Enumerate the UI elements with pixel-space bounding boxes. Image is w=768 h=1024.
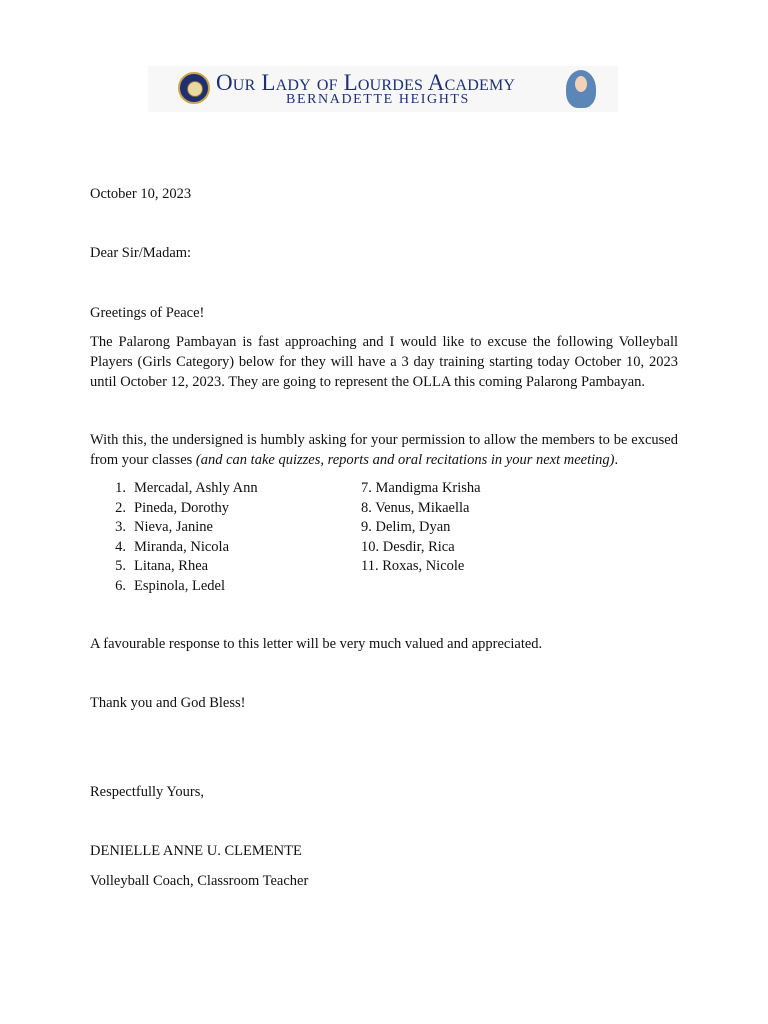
school-seal-icon (178, 72, 210, 104)
player-list-col2 (361, 479, 481, 577)
paragraph-intro: The Palarong Pambayan is fast approaching and I would like to excuse the following Volleyball Players (Girls Category) below for they will have a 3 day training starting today October 10, 2023 until October 12, 2023. They are going to represent the OLLA this coming Palarong Pambayan. (90, 334, 678, 390)
salutation: Dear Sir/Madam: (90, 245, 192, 261)
virgin-mary-icon (566, 70, 596, 108)
list-number: 3. (115, 519, 126, 535)
request-note: (and can take quizzes, reports and oral recitations in your next meeting) (195, 452, 615, 468)
list-item (102, 557, 258, 577)
list-item: 11. Roxas, Nicole (361, 558, 465, 574)
player-name: Miranda, Nicola (134, 538, 230, 555)
player-name: Nieva, Janine (134, 519, 213, 535)
player-name: Espinola, Ledel (134, 577, 226, 594)
list-number: 6. (115, 577, 126, 594)
list-item (102, 499, 258, 519)
player-name: Mercadal, Ashly Ann (134, 480, 258, 496)
player-name: Pineda, Dorothy (134, 499, 230, 516)
list-item (102, 538, 258, 558)
list-number: 4. (115, 538, 126, 555)
list-item (102, 577, 258, 597)
letterhead (148, 66, 618, 112)
paragraph-request (90, 430, 678, 470)
signatory-title: Volleyball Coach, Classroom Teacher (90, 873, 309, 889)
player-list-col1 (102, 479, 258, 596)
school-name: Our Lady of Lourdes Academy (216, 70, 516, 95)
request-text: With this, the undersigned is humbly asking for your permission to allow the members to be excused from your classes (90, 432, 678, 468)
greeting: Greetings of Peace! (90, 305, 205, 321)
paragraph-closing: A favourable response to this letter will be very much valued and appreciated. (90, 636, 543, 652)
signatory-name: DENIELLE ANNE U. CLEMENTE (90, 843, 302, 859)
thanks-line: Thank you and God Bless! (90, 695, 246, 711)
list-number: 2. (115, 499, 126, 516)
list-item (102, 518, 258, 538)
school-subtitle: BERNADETTE HEIGHTS (286, 92, 470, 107)
list-item: 7. Mandigma Krisha (361, 480, 481, 496)
request-end: . (614, 452, 619, 468)
list-number: 1. (115, 480, 126, 496)
complimentary-close: Respectfully Yours, (90, 784, 204, 800)
list-item (102, 479, 258, 499)
list-item: 9. Delim, Dyan (361, 519, 451, 535)
list-item: 8. Venus, Mikaella (361, 499, 470, 516)
list-item: 10. Desdir, Rica (361, 538, 455, 555)
player-name: Litana, Rhea (134, 558, 209, 574)
list-number: 5. (115, 558, 126, 574)
letter-date: October 10, 2023 (90, 186, 192, 202)
